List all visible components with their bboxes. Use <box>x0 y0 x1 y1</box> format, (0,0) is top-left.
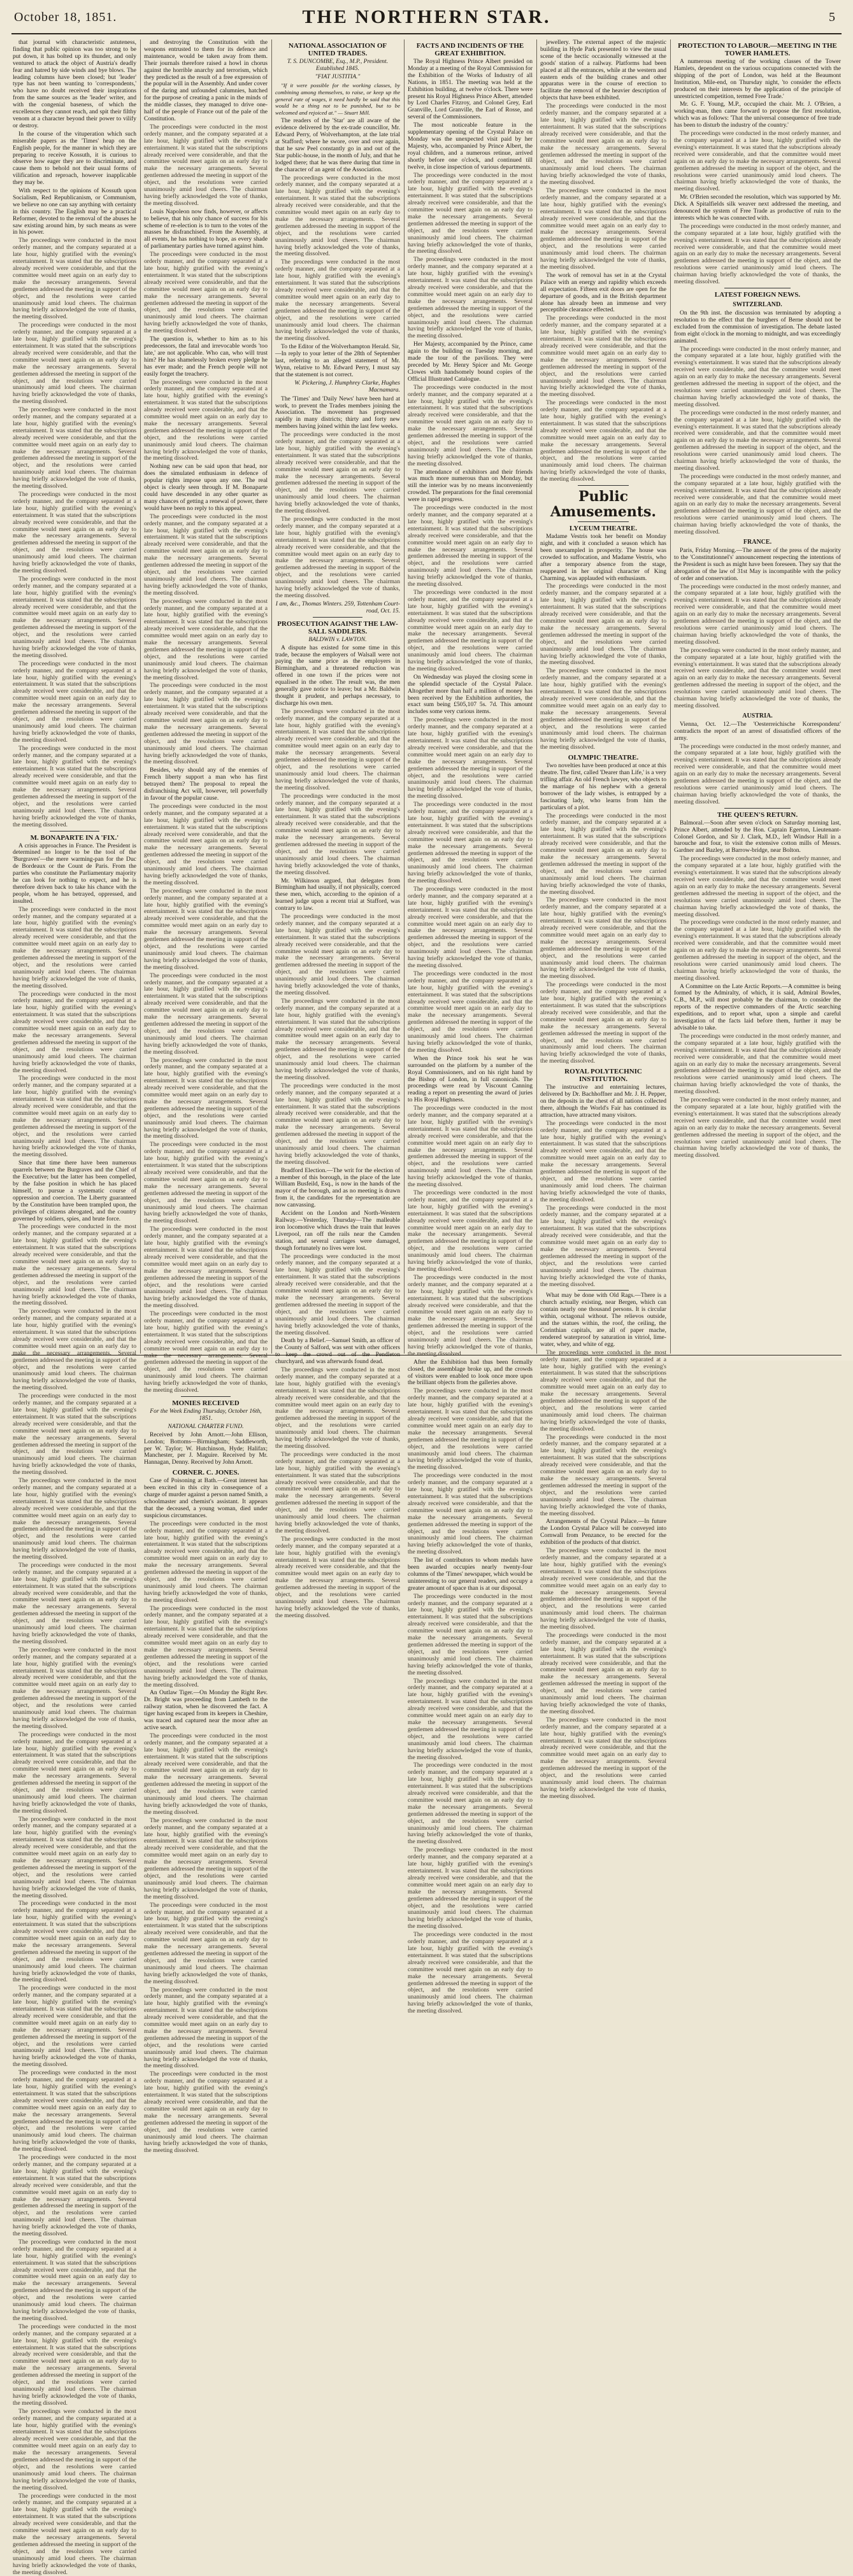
article-heading: OLYMPIC THEATRE. <box>568 754 639 762</box>
divider <box>50 831 99 832</box>
article-paragraph: After the Exhibition had thus been formally closed, the assemblage broke up, and the crowds of visitors were enabled to look once more upon the brilliant objects from the galleries above. <box>408 1358 533 1387</box>
article-paragraph: and destroying the Constitution with the weapons entrusted to them for its defence and maintenance, would be taken away from them. Their journals therefore raised a howl in chorus against the horrible anarchy and terrorism, which they predicted as the result of a free expression of the popular will in the Assembly. And under cover of the daring and unfounded calumnies, hatched for the purpose of creating a panic in the minds of the middle classes, they managed to drive one-half of the people of France out of the pale of the Constitution. <box>144 39 268 122</box>
filler-paragraph: The proceedings were conducted in the most orderly manner, and the company separated at a late hour, highly gratified with the evening's entertainment. It was stated that the subscriptions already received were considerable, and that the committee would meet again on an early day to make the necessary arrangements. Several gentlemen addressed the meeting in support of the object, and the resolutions were carried unanimously amid loud cheers. The chairman having briefly acknowledged the vote of thanks, the meeting dissolved. <box>540 1348 666 1433</box>
filler-paragraph: The proceedings were conducted in the most orderly manner, and the company separated at a late hour, highly gratified with the evening's entertainment. It was stated that the subscriptions already received were considerable, and that the committee would meet again on an early day to make the necessary arrangements. Several gentlemen addressed the meeting in support of the object, and the resolutions were carried unanimously amid loud cheers. The chairman having briefly acknowledged the vote of thanks, the meeting dissolved. <box>540 315 666 399</box>
filler-paragraph: The proceedings were conducted in the most orderly manner, and the company separated at a late hour, highly gratified with the evening's entertainment. It was stated that the subscriptions already received were considerable, and that the committee would meet again on an early day to make the necessary arrangements. Several gentlemen addressed the meeting in support of the object, and the resolutions were carried unanimously amid loud cheers. The chairman having briefly acknowledged the vote of thanks, the meeting dissolved. <box>540 1204 666 1288</box>
filler-paragraph: The proceedings were conducted in the most orderly manner, and the company separated at a late hour, highly gratified with the evening's entertainment. It was stated that the subscriptions already received were considerable, and that the committee would meet again on an early day to make the necessary arrangements. Several gentlemen addressed the meeting in support of the object, and the resolutions were carried unanimously amid loud cheers. The chairman having briefly acknowledged the vote of thanks, the meeting dissolved. <box>144 1732 268 1816</box>
article-paragraph: Since that time there have been numerous quarrels between the Burgraves and the Chief of the Executive; but the latter has been compelled, by the false position in which he has placed himself, to pursue a systematic course of oppression and coercion. The Liberty guaranteed by the Constitution have been trampled upon, the privileges of citizens abrogated, and the country governed by soldiers, spies, and brute force. <box>13 1159 136 1222</box>
divider <box>578 485 628 486</box>
column-4 <box>408 39 533 2015</box>
column-3 <box>275 39 400 1619</box>
masthead <box>0 0 853 33</box>
filler-paragraph: The proceedings were conducted in the most orderly manner, and the company separated at a late hour, highly gratified with the evening's entertainment. It was stated that the subscriptions already received were considerable, and that the committee would meet again on an early day to make the necessary arrangements. Several gentlemen addressed the meeting in support of the object, and the resolutions were carried unanimously amid loud cheers. The chairman having briefly acknowledged the vote of thanks, the meeting dissolved. <box>408 1189 533 1273</box>
filler-paragraph: The proceedings were conducted in the most orderly manner, and the company separated at a late hour, highly gratified with the evening's entertainment. It was stated that the subscriptions already received were considerable, and that the committee would meet again on an early day to make the necessary arrangements. Several gentlemen addressed the meeting in support of the object, and the resolutions were carried unanimously amid loud cheers. The chairman having briefly acknowledged the vote of thanks, the meeting dissolved. <box>275 431 400 515</box>
filler-paragraph: The proceedings were conducted in the most orderly manner, and the company separated at a late hour, highly gratified with the evening's entertainment. It was stated that the subscriptions already received were considerable, and that the committee would meet again on an early day to make the necessary arrangements. Several gentlemen addressed the meeting in support of the object, and the resolutions were carried unanimously amid loud cheers. The chairman having briefly acknowledged the vote of thanks, the meeting dissolved. <box>674 345 841 408</box>
article-paragraph: Mr. Wilkinson argued, that delegates from Birmingham had usually, if not physically, coerced these men, which, according to the opinion of a learned judge upon a recent trial at Stafford, was contrary to law. <box>275 877 400 912</box>
filler-paragraph: The proceedings were conducted in the most orderly manner, and the company separated at a late hour, highly gratified with the evening's entertainment. It was stated that the subscriptions already received were considerable, and that the committee would meet again on an early day to make the necessary arrangements. Several gentlemen addressed the meeting in support of the object, and the resolutions were carried unanimously amid loud cheers. The chairman having briefly acknowledged the vote of thanks, the meeting dissolved. <box>540 187 666 271</box>
article-paragraph: Received by John Arnott.—John Ellison, London; Bottoms—Birmingham; Saddleworth, per W. Taylor; W. Hutchinson, Hyde; Halifax; Manchester, per J. Maguire. Received by Mr. Hannagan, Denny. Received by John Arnott. <box>144 1431 268 1466</box>
filler-paragraph: The proceedings were conducted in the most orderly manner, and the company separated at a late hour, highly gratified with the evening's entertainment. It was stated that the subscriptions already received were considerable, and that the committee would meet again on an early day to make the necessary arrangements. Several gentlemen addressed the meeting in support of the object, and the resolutions were carried unanimously amid loud cheers. The chairman having briefly acknowledged the vote of thanks, the meeting dissolved. <box>674 855 841 918</box>
filler-paragraph: The proceedings were conducted in the most orderly manner, and the company separated at a late hour, highly gratified with the evening's entertainment. It was stated that the subscriptions already received were considerable, and that the committee would meet again on an early day to make the necessary arrangements. Several gentlemen addressed the meeting in support of the object, and the resolutions were carried unanimously amid loud cheers. The chairman having briefly acknowledged the vote of thanks, the meeting dissolved. <box>275 913 400 996</box>
filler-paragraph: The proceedings were conducted in the most orderly manner, and the company separated at a late hour, highly gratified with the evening's entertainment. It was stated that the subscriptions already received were considerable, and that the committee would meet again on an early day to make the necessary arrangements. Several gentlemen addressed the meeting in support of the object, and the resolutions were carried unanimously amid loud cheers. The chairman having briefly acknowledged the vote of thanks, the meeting dissolved. <box>13 744 136 828</box>
filler-paragraph: The proceedings were conducted in the most orderly manner, and the company separated at a late hour, highly gratified with the evening's entertainment. It was stated that the subscriptions already received were considerable, and that the committee would meet again on an early day to make the necessary arrangements. Several gentlemen addressed the meeting in support of the object, and the resolutions were carried unanimously amid loud cheers. The chairman having briefly acknowledged the vote of thanks, the meeting dissolved. <box>275 1366 400 1450</box>
filler-paragraph: The proceedings were conducted in the most orderly manner, and the company separated at a late hour, highly gratified with the evening's entertainment. It was stated that the subscriptions already received were considerable, and that the committee would meet again on an early day to make the necessary arrangements. Several gentlemen addressed the meeting in support of the object, and the resolutions were carried unanimously amid loud cheers. The chairman having briefly acknowledged the vote of thanks, the meeting dissolved. <box>13 1646 136 1730</box>
article-paragraph: Arrangements of the Crystal Palace.—In future the London Crystal Palace will be conveyed into Cornwall from Penzance, to be erected for the exhibition of the products of that district. <box>540 1518 666 1546</box>
filler-paragraph: The proceedings were conducted in the most orderly manner, and the company separated at a late hour, highly gratified with the evening's entertainment. It was stated that the subscriptions already received were considerable, and that the committee would meet again on an early day to make the necessary arrangements. Several gentlemen addressed the meeting in support of the object, and the resolutions were carried unanimously amid loud cheers. The chairman having briefly acknowledged the vote of thanks, the meeting dissolved. <box>540 1547 666 1631</box>
article-heading: CORNER. C. JONES. <box>172 1469 240 1477</box>
issue-date: October 18, 1851. <box>14 10 117 24</box>
filler-paragraph: The proceedings were conducted in the most orderly manner, and the company separated at a late hour, highly gratified with the evening's entertainment. It was stated that the subscriptions already received were considerable, and that the committee would meet again on an early day to make the necessary arrangements. Several gentlemen addressed the meeting in support of the object, and the resolutions were carried unanimously amid loud cheers. The chairman having briefly acknowledged the vote of thanks, the meeting dissolved. <box>674 919 841 982</box>
filler-paragraph: The proceedings were conducted in the most orderly manner, and the company separated at a late hour, highly gratified with the evening's entertainment. It was stated that the subscriptions already received were considerable, and that the committee would meet again on an early day to make the necessary arrangements. Several gentlemen addressed the meeting in support of the object, and the resolutions were carried unanimously amid loud cheers. The chairman having briefly acknowledged the vote of thanks, the meeting dissolved. <box>674 130 841 193</box>
filler-paragraph: The proceedings were conducted in the most orderly manner, and the company separated at a late hour, highly gratified with the evening's entertainment. It was stated that the subscriptions already received were considerable, and that the committee would meet again on an early day to make the necessary arrangements. Several gentlemen addressed the meeting in support of the object, and the resolutions were carried unanimously amid loud cheers. The chairman having briefly acknowledged the vote of thanks, the meeting dissolved. <box>144 1141 268 1225</box>
article-paragraph: To the Editor of the Wolverhampton Herald. Sir,—In reply to your letter of the 28th of September last, referring to an alleged statement of Mr. Wynn, relative to Mr. Edward Perry, I must say that the statement is not correct. <box>275 343 400 378</box>
column-5 <box>540 39 666 1800</box>
filler-paragraph: The proceedings were conducted in the most orderly manner, and the company separated at a late hour, highly gratified with the evening's entertainment. It was stated that the subscriptions already received were considerable, and that the committee would meet again on an early day to make the necessary arrangements. Several gentlemen addressed the meeting in support of the object, and the resolutions were carried unanimously amid loud cheers. The chairman having briefly acknowledged the vote of thanks, the meeting dissolved. <box>674 1032 841 1096</box>
article-paragraph: A numerous meeting of the working classes of the Tower Hamlets, dependent on the various occupations connected with the shipping of the port of London, was held at the Beaumont Institution, Mile-end, on Thursday night, 'to consider the effects produced on their interests by the application of the principle of unrestricted competition, termed Free Trade.' <box>674 58 841 100</box>
article-subheading: T. S. DUNCOMBE, Esq., M.P., President. Established 1845. <box>287 59 389 72</box>
filler-paragraph: The proceedings were conducted in the most orderly manner, and the company separated at a late hour, highly gratified with the evening's entertainment. It was stated that the subscriptions already received were considerable, and that the committee would meet again on an early day to make the necessary arrangements. Several gentlemen addressed the meeting in support of the object, and the resolutions were carried unanimously amid loud cheers. The chairman having briefly acknowledged the vote of thanks, the meeting dissolved. <box>13 322 136 406</box>
divider <box>578 1290 628 1291</box>
article-paragraph: On Wednesday was played the closing scene in the splendid spectacle of the Crystal Palace. Altogether more than half a million of money has been received by the Exhibition authorities, the exact sum being £505,107 5s. 7d. This amount includes some very curious items. <box>408 673 533 716</box>
article-heading: MONIES RECEIVED <box>172 1399 240 1407</box>
filler-paragraph: The proceedings were conducted in the most orderly manner, and the company separated at a late hour, highly gratified with the evening's entertainment. It was stated that the subscriptions already received were considerable, and that the committee would meet again on an early day to make the necessary arrangements. Several gentlemen addressed the meeting in support of the object, and the resolutions were carried unanimously amid loud cheers. The chairman having briefly acknowledged the vote of thanks, the meeting dissolved. <box>13 575 136 659</box>
column-1 <box>13 39 136 2576</box>
filler-paragraph: The proceedings were conducted in the most orderly manner, and the company separated at a late hour, highly gratified with the evening's entertainment. It was stated that the subscriptions already received were considerable, and that the committee would meet again on an early day to make the necessary arrangements. Several gentlemen addressed the meeting in support of the object, and the resolutions were carried unanimously amid loud cheers. The chairman having briefly acknowledged the vote of thanks, the meeting dissolved. <box>408 256 533 340</box>
filler-paragraph: The proceedings were conducted in the most orderly manner, and the company separated at a late hour, highly gratified with the evening's entertainment. It was stated that the subscriptions already received were considerable, and that the committee would meet again on an early day to make the necessary arrangements. Several gentlemen addressed the meeting in support of the object, and the resolutions were carried unanimously amid loud cheers. The chairman having briefly acknowledged the vote of thanks, the meeting dissolved. <box>540 896 666 980</box>
filler-paragraph: The proceedings were conducted in the most orderly manner, and the company separated at a late hour, highly gratified with the evening's entertainment. It was stated that the subscriptions already received were considerable, and that the committee would meet again on an early day to make the necessary arrangements. Several gentlemen addressed the meeting in support of the object, and the resolutions were carried unanimously amid loud cheers. The chairman having briefly acknowledged the vote of thanks, the meeting dissolved. <box>144 1226 268 1310</box>
filler-paragraph: The proceedings were conducted in the most orderly manner, and the company separated at a late hour, highly gratified with the evening's entertainment. It was stated that the subscriptions already received were considerable, and that the committee would meet again on an early day to make the necessary arrangements. Several gentlemen addressed the meeting in support of the object, and the resolutions were carried unanimously amid loud cheers. The chairman having briefly acknowledged the vote of thanks, the meeting dissolved. <box>540 812 666 896</box>
filler-paragraph: The proceedings were conducted in the most orderly manner, and the company separated at a late hour, highly gratified with the evening's entertainment. It was stated that the subscriptions already received were considerable, and that the committee would meet again on an early day to make the necessary arrangements. Several gentlemen addressed the meeting in support of the object, and the resolutions were carried unanimously amid loud cheers. The chairman having briefly acknowledged the vote of thanks, the meeting dissolved. <box>13 1985 136 2069</box>
filler-paragraph: The proceedings were conducted in the most orderly manner, and the company separated at a late hour, highly gratified with the evening's entertainment. It was stated that the subscriptions already received were considerable, and that the committee would meet again on an early day to make the necessary arrangements. Several gentlemen addressed the meeting in support of the object, and the resolutions were carried unanimously amid loud cheers. The chairman having briefly acknowledged the vote of thanks, the meeting dissolved. <box>144 887 268 971</box>
filler-paragraph: The proceedings were conducted in the most orderly manner, and the company separated at a late hour, highly gratified with the evening's entertainment. It was stated that the subscriptions already received were considerable, and that the committee would meet again on an early day to make the necessary arrangements. Several gentlemen addressed the meeting in support of the object, and the resolutions were carried unanimously amid loud cheers. The chairman having briefly acknowledged the vote of thanks, the meeting dissolved. <box>13 990 136 1074</box>
article-paragraph: Vienna, Oct. 12.—The 'Oesterreichische Korrespondenz' contradicts the report of an arrest of dissatisfied officers of the army. <box>674 720 841 742</box>
filler-paragraph: The proceedings were conducted in the most orderly manner, and the company separated at a late hour, highly gratified with the evening's entertainment. It was stated that the subscriptions already received were considerable, and that the committee would meet again on an early day to make the necessary arrangements. Several gentlemen addressed the meeting in support of the object, and the resolutions were carried unanimously amid loud cheers. The chairman having briefly acknowledged the vote of thanks, the meeting dissolved. <box>13 237 136 321</box>
article-paragraph: The question is, whether to him as to his predecessors, the fatal and irrevocable words 'too late,' are not applicable. Who can, who will trust him? He has shamelessly broken every pledge he has ever made; and the French people will not easily forget the treachery. <box>144 336 268 378</box>
filler-paragraph: The proceedings were conducted in the most orderly manner, and the company separated at a late hour, highly gratified with the evening's entertainment. It was stated that the subscriptions already received were considerable, and that the committee would meet again on an early day to make the necessary arrangements. Several gentlemen addressed the meeting in support of the object, and the resolutions were carried unanimously amid loud cheers. The chairman having briefly acknowledged the vote of thanks, the meeting dissolved. <box>408 1387 533 1471</box>
article-paragraph: The attendance of exhibitors and their friends was much more numerous than on Monday, but still the interior was by no means inconveniently crowded. The preparations for the final ceremonial were in rapid progress. <box>408 468 533 504</box>
filler-paragraph: The proceedings were conducted in the most orderly manner, and the company separated at a late hour, highly gratified with the evening's entertainment. It was stated that the subscriptions already received were considerable, and that the committee would meet again on an early day to make the necessary arrangements. Several gentlemen addressed the meeting in support of the object, and the resolutions were carried unanimously amid loud cheers. The chairman having briefly acknowledged the vote of thanks, the meeting dissolved. <box>13 660 136 744</box>
divider <box>313 617 362 618</box>
article-paragraph: The Royal Highness Prince Albert presided on Monday at a meeting of the Royal Commission for the Exhibition of the Works of Industry of all Nations, in 1851. The meeting was held at the Exhibition building, at twelve o'clock. There were present his Royal Highness Prince Albert, attended by Lord Charles Fitzroy, and Colonel Grey, Earl Granville, Lord Granville, the Earl of Rosse, and several of the Commissioners. <box>408 58 533 121</box>
filler-paragraph: The proceedings were conducted in the most orderly manner, and the company separated at a late hour, highly gratified with the evening's entertainment. It was stated that the subscriptions already received were considerable, and that the committee would meet again on an early day to make the necessary arrangements. Several gentlemen addressed the meeting in support of the object, and the resolutions were carried unanimously amid loud cheers. The chairman having briefly acknowledged the vote of thanks, the meeting dissolved. <box>13 2407 136 2491</box>
article-paragraph: Mr. G. F. Young, M.P., occupied the chair. Mr. J. O'Brien, a working-man, then came forward to propose the first resolution, which was as follows: 'That the universal consequence of free trade has been to disturb the industry of the country.' <box>674 101 841 129</box>
filler-paragraph: The proceedings were conducted in the most orderly manner, and the company separated at a late hour, highly gratified with the evening's entertainment. It was stated that the subscriptions already received were considerable, and that the committee would meet again on an early day to make the necessary arrangements. Several gentlemen addressed the meeting in support of the object, and the resolutions were carried unanimously amid loud cheers. The chairman having briefly acknowledged the vote of thanks, the meeting dissolved. <box>674 222 841 286</box>
epigraph: "If it were possible for the working classes, by combining among themselves, to raise, or keep up the general rate of wages, it need hardly be said that this would be a thing not to be punished, but to be welcomed and rejoiced at." — Stuart Mill. <box>275 81 400 117</box>
filler-paragraph: The proceedings were conducted in the most orderly manner, and the company separated at a late hour, highly gratified with the evening's entertainment. It was stated that the subscriptions already received were considerable, and that the committee would meet again on an early day to make the necessary arrangements. Several gentlemen addressed the meeting in support of the object, and the resolutions were carried unanimously amid loud cheers. The chairman having briefly acknowledged the vote of thanks, the meeting dissolved. <box>275 516 400 599</box>
filler-paragraph: The proceedings were conducted in the most orderly manner, and the company separated at a late hour, highly gratified with the evening's entertainment. It was stated that the subscriptions already received were considerable, and that the committee would meet again on an early day to make the necessary arrangements. Several gentlemen addressed the meeting in support of the object, and the resolutions were carried unanimously amid loud cheers. The chairman having briefly acknowledged the vote of thanks, the meeting dissolved. <box>275 1082 400 1166</box>
filler-paragraph: The proceedings were conducted in the most orderly manner, and the company separated at a late hour, highly gratified with the evening's entertainment. It was stated that the subscriptions already received were considerable, and that the committee would meet again on an early day to make the necessary arrangements. Several gentlemen addressed the meeting in support of the object, and the resolutions were carried unanimously amid loud cheers. The chairman having briefly acknowledged the vote of thanks, the meeting dissolved. <box>13 2154 136 2238</box>
filler-paragraph: The proceedings were conducted in the most orderly manner, and the company separated at a late hour, highly gratified with the evening's entertainment. It was stated that the subscriptions already received were considerable, and that the committee would meet again on an early day to make the necessary arrangements. Several gentlemen addressed the meeting in support of the object, and the resolutions were carried unanimously amid loud cheers. The chairman having briefly acknowledged the vote of thanks, the meeting dissolved. <box>674 646 841 709</box>
filler-paragraph: The proceedings were conducted in the most orderly manner, and the company separated at a late hour, highly gratified with the evening's entertainment. It was stated that the subscriptions already received were considerable, and that the committee would meet again on an early day to make the necessary arrangements. Several gentlemen addressed the meeting in support of the object, and the resolutions were carried unanimously amid loud cheers. The chairman having briefly acknowledged the vote of thanks, the meeting dissolved. <box>144 123 268 207</box>
column-rule <box>670 39 671 1354</box>
article-paragraph: Louis Napoleon now finds, however, or affects to believe, that his only chance of success for his scheme of re-election is to turn to the votes of the masses he disfranchised. From the Assembly, at all events, he has nothing to hope, as every shade of parliamentary parties have turned against him. <box>144 208 268 250</box>
article-heading: PROTECTION TO LABOUR.—MEETING IN THE TOWER HAMLETS. <box>678 42 837 57</box>
article-subheading: SWITZERLAND. <box>733 301 782 308</box>
filler-paragraph: The proceedings were conducted in the most orderly manner, and the company separated at a late hour, highly gratified with the evening's entertainment. It was stated that the subscriptions already received were considerable, and that the committee would meet again on an early day to make the necessary arrangements. Several gentlemen addressed the meeting in support of the object, and the resolutions were carried unanimously amid loud cheers. The chairman having briefly acknowledged the vote of thanks, the meeting dissolved. <box>408 1762 533 1846</box>
article-paragraph: What may be done with Old Rags.—There is a church actually existing, near Bergen, which can contain nearly one thousand persons. It is circular within, octagonal without. The relievos outside, and the statues within, the roof, the ceiling, the Corinthian capitals, are all of paper mache, rendered waterproof by saturation in vitriol, lime-water, whey, and white of egg. <box>540 1292 666 1348</box>
divider <box>578 521 628 522</box>
article-heading: FACTS AND INCIDENTS OF THE GREAT EXHIBITION. <box>416 42 524 57</box>
filler-paragraph: The proceedings were conducted in the most orderly manner, and the company separated at a late hour, highly gratified with the evening's entertainment. It was stated that the subscriptions already received were considerable, and that the committee would meet again on an early day to make the necessary arrangements. Several gentlemen addressed the meeting in support of the object, and the resolutions were carried unanimously amid loud cheers. The chairman having briefly acknowledged the vote of thanks, the meeting dissolved. <box>144 378 268 462</box>
article-paragraph: When the Prince took his seat he was surrounded on the platform by a number of the Royal Commissioners, and on his right hand by the Bishop of London, in full canonicals. The proceedings were read by Viscount Canning reading a report on presenting the award of juries to His Royal Highness. <box>408 1054 533 1104</box>
article-paragraph: Mr. O'Brien seconded the resolution, which was supported by Mr. Dick. A Spitalfields silk weaver next addressed the meeting, and denounced the system of Free Trade as productive of ruin to the interests which he was connected with. <box>674 194 841 222</box>
filler-paragraph: The proceedings were conducted in the most orderly manner, and the company separated at a late hour, highly gratified with the evening's entertainment. It was stated that the subscriptions already received were considerable, and that the committee would meet again on an early day to make the necessary arrangements. Several gentlemen addressed the meeting in support of the object, and the resolutions were carried unanimously amid loud cheers. The chairman having briefly acknowledged the vote of thanks, the meeting dissolved. <box>13 1900 136 1984</box>
filler-paragraph: The proceedings were conducted in the most orderly manner, and the company separated at a late hour, highly gratified with the evening's entertainment. It was stated that the subscriptions already received were considerable, and that the committee would meet again on an early day to make the necessary arrangements. Several gentlemen addressed the meeting in support of the object, and the resolutions were carried unanimously amid loud cheers. The chairman having briefly acknowledged the vote of thanks, the meeting dissolved. <box>144 251 268 335</box>
filler-paragraph: The proceedings were conducted in the most orderly manner, and the company separated at a late hour, highly gratified with the evening's entertainment. It was stated that the subscriptions already received were considerable, and that the committee would meet again on an early day to make the necessary arrangements. Several gentlemen addressed the meeting in support of the object, and the resolutions were carried unanimously amid loud cheers. The chairman having briefly acknowledged the vote of thanks, the meeting dissolved. <box>275 1252 400 1336</box>
divider <box>181 1396 231 1397</box>
filler-paragraph: The proceedings were conducted in the most orderly manner, and the company separated at a late hour, highly gratified with the evening's entertainment. It was stated that the subscriptions already received were considerable, and that the committee would meet again on an early day to make the necessary arrangements. Several gentlemen addressed the meeting in support of the object, and the resolutions were carried unanimously amid loud cheers. The chairman having briefly acknowledged the vote of thanks, the meeting dissolved. <box>674 1096 841 1159</box>
filler-paragraph: The proceedings were conducted in the most orderly manner, and the company separated at a late hour, highly gratified with the evening's entertainment. It was stated that the subscriptions already received were considerable, and that the committee would meet again on an early day to make the necessary arrangements. Several gentlemen addressed the meeting in support of the object, and the resolutions were carried unanimously amid loud cheers. The chairman having briefly acknowledged the vote of thanks, the meeting dissolved. <box>408 970 533 1054</box>
article-subheading: FRANCE. <box>743 539 772 546</box>
article-paragraph: Balmoral.—Soon after seven o'clock on Saturday morning last, Prince Albert, attended by the Hon. Captain Egerton, Lieutenant-Colonel Gordon, and Sir J. Clark, M.D., left Windsor Hall in a barouche and four, to visit the extensive cotton mills of Messrs. Gardner and Bazley, at Barrow-bridge, near Bolton. <box>674 819 841 854</box>
masthead-rule <box>11 33 842 34</box>
column-rule <box>140 39 141 1354</box>
filler-paragraph: The proceedings were conducted in the most orderly manner, and the company separated at a late hour, highly gratified with the evening's entertainment. It was stated that the subscriptions already received were considerable, and that the committee would meet again on an early day to make the necessary arrangements. Several gentlemen addressed the meeting in support of the object, and the resolutions were carried unanimously amid loud cheers. The chairman having briefly acknowledged the vote of thanks, the meeting dissolved. <box>144 1986 268 2070</box>
article-paragraph: The list of contributors to whom medals have been awarded occupies nearly twenty-four columns of the 'Times' newspaper, which would be uninteresting to our general readers, and occupy a greater amount of space than is at our disposal. <box>408 1557 533 1592</box>
filler-paragraph: The proceedings were conducted in the most orderly manner, and the company separated at a late hour, highly gratified with the evening's entertainment. It was stated that the subscriptions already received were considerable, and that the committee would meet again on an early day to make the necessary arrangements. Several gentlemen addressed the meeting in support of the object, and the resolutions were carried unanimously amid loud cheers. The chairman having briefly acknowledged the vote of thanks, the meeting dissolved. <box>408 1846 533 1930</box>
filler-paragraph: The proceedings were conducted in the most orderly manner, and the company separated at a late hour, highly gratified with the evening's entertainment. It was stated that the subscriptions already received were considerable, and that the committee would meet again on an early day to make the necessary arrangements. Several gentlemen addressed the meeting in support of the object, and the resolutions were carried unanimously amid loud cheers. The chairman having briefly acknowledged the vote of thanks, the meeting dissolved. <box>408 1931 533 2015</box>
filler-paragraph: The proceedings were conducted in the most orderly manner, and the company separated at a late hour, highly gratified with the evening's entertainment. It was stated that the subscriptions already received were considerable, and that the committee would meet again on an early day to make the necessary arrangements. Several gentlemen addressed the meeting in support of the object, and the resolutions were carried unanimously amid loud cheers. The chairman having briefly acknowledged the vote of thanks, the meeting dissolved. <box>275 258 400 343</box>
filler-paragraph: The proceedings were conducted in the most orderly manner, and the company separated at a late hour, highly gratified with the evening's entertainment. It was stated that the subscriptions already received were considerable, and that the committee would meet again on an early day to make the necessary arrangements. Several gentlemen addressed the meeting in support of the object, and the resolutions were carried unanimously amid loud cheers. The chairman having briefly acknowledged the vote of thanks, the meeting dissolved. <box>144 1520 268 1604</box>
article-heading: ROYAL POLYTECHNIC INSTITUTION. <box>564 1068 642 1084</box>
filler-paragraph: The proceedings were conducted in the most orderly manner, and the company separated at a late hour, highly gratified with the evening's entertainment. It was stated that the subscriptions already received were considerable, and that the committee would meet again on an early day to make the necessary arrangements. Several gentlemen addressed the meeting in support of the object, and the resolutions were carried unanimously amid loud cheers. The chairman having briefly acknowledged the vote of thanks, the meeting dissolved. <box>13 1075 136 1159</box>
article-heading: LYCEUM THEATRE. <box>569 525 638 533</box>
article-subheading: For the Week Ending Thursday, October 16th, 1851. <box>150 1408 262 1422</box>
article-paragraph: Paris, Friday Morning.—The answer of the press of the majority to the 'Constitutionnel's' announcement respecting the intentions of the President is such as might have been foreseen. They say that the abrogation of the law of 31st May is incompatible with the policy of order and conservation. <box>674 547 841 582</box>
filler-paragraph: The proceedings were conducted in the most orderly manner, and the company separated at a late hour, highly gratified with the evening's entertainment. It was stated that the subscriptions already received were considerable, and that the committee would meet again on an early day to make the necessary arrangements. Several gentlemen addressed the meeting in support of the object, and the resolutions were carried unanimously amid loud cheers. The chairman having briefly acknowledged the vote of thanks, the meeting dissolved. <box>408 1677 533 1761</box>
filler-paragraph: The proceedings were conducted in the most orderly manner, and the company separated at a late hour, highly gratified with the evening's entertainment. It was stated that the subscriptions already received were considerable, and that the committee would meet again on an early day to make the necessary arrangements. Several gentlemen addressed the meeting in support of the object, and the resolutions were carried unanimously amid loud cheers. The chairman having briefly acknowledged the vote of thanks, the meeting dissolved. <box>275 1535 400 1619</box>
filler-paragraph: The proceedings were conducted in the most orderly manner, and the company separated at a late hour, highly gratified with the evening's entertainment. It was stated that the subscriptions already received were considerable, and that the committee would meet again on an early day to make the necessary arrangements. Several gentlemen addressed the meeting in support of the object, and the resolutions were carried unanimously amid loud cheers. The chairman having briefly acknowledged the vote of thanks, the meeting dissolved. <box>13 2238 136 2322</box>
article-paragraph: that journal with characteristic astuteness, finding that public opinion was too strong to be put down, it has bolted up its thunder, and only ventured to attack the object of Austria's deadly fear and hatred by side winds and bye blows. The leading columns have been closed; but 'leader' type has not been wanting to 'correspondents,' who have no doubt received their inspirations from the same sources as the 'leader' writer, and with the congenial baseness, of which the excellences they cannot reach, and spit their filthy venom at a character beyond their power to vilify or destroy. <box>13 39 136 129</box>
article-paragraph: The 'Times' and 'Daily News' have been hard at work, to prevent the Trades members joining the Association. The movement has progressed rapidly in many districts; thirty and forty new members having joined within the last few weeks. <box>275 395 400 430</box>
article-paragraph: The readers of the 'Star' are all aware of the evidence delivered by the ex-trade councillor, Mr. Edward Perry, of Wolverhampton, at the late trial at Stafford; where he swore, over and over again, that he saw Peel constantly go in and out of the Star public-house, in the month of July, and that he lodged there; that he was there during that time in the character of an agent of the Association. <box>275 117 400 173</box>
filler-paragraph: The proceedings were conducted in the most orderly manner, and the company separated at a late hour, highly gratified with the evening's entertainment. It was stated that the subscriptions already received were considerable, and that the committee would meet again on an early day to make the necessary arrangements. Several gentlemen addressed the meeting in support of the object, and the resolutions were carried unanimously amid loud cheers. The chairman having briefly acknowledged the vote of thanks, the meeting dissolved. <box>13 491 136 574</box>
filler-paragraph: The proceedings were conducted in the most orderly manner, and the company separated at a late hour, highly gratified with the evening's entertainment. It was stated that the subscriptions already received were considerable, and that the committee would meet again on an early day to make the necessary arrangements. Several gentlemen addressed the meeting in support of the object, and the resolutions were carried unanimously amid loud cheers. The chairman having briefly acknowledged the vote of thanks, the meeting dissolved. <box>674 472 841 536</box>
filler-paragraph: The proceedings were conducted in the most orderly manner, and the company separated at a late hour, highly gratified with the evening's entertainment. It was stated that the subscriptions already received were considerable, and that the committee would meet again on an early day to make the necessary arrangements. Several gentlemen addressed the meeting in support of the object, and the resolutions were carried unanimously amid loud cheers. The chairman having briefly acknowledged the vote of thanks, the meeting dissolved. <box>275 997 400 1081</box>
filler-paragraph: The proceedings were conducted in the most orderly manner, and the company separated at a late hour, highly gratified with the evening's entertainment. It was stated that the subscriptions already received were considerable, and that the committee would meet again on an early day to make the necessary arrangements. Several gentlemen addressed the meeting in support of the object, and the resolutions were carried unanimously amid loud cheers. The chairman having briefly acknowledged the vote of thanks, the meeting dissolved. <box>408 588 533 672</box>
article-paragraph: Her Majesty, accompanied by the Prince, came again to the building on Tuesday morning, and made the tour of the pavilions. They were preceded by Mr. Henry Spicer and Mr. George Clowes with handsomely bound copies of the Official Illustrated Catalogue. <box>408 341 533 383</box>
filler-paragraph: The proceedings were conducted in the most orderly manner, and the company separated at a late hour, highly gratified with the evening's entertainment. It was stated that the subscriptions already received were considerable, and that the committee would meet again on an early day to make the necessary arrangements. Several gentlemen addressed the meeting in support of the object, and the resolutions were carried unanimously amid loud cheers. The chairman having briefly acknowledged the vote of thanks, the meeting dissolved. <box>674 409 841 472</box>
article-heading: THE QUEEN'S RETURN. <box>717 810 798 819</box>
filler-paragraph: The proceedings were conducted in the most orderly manner, and the company separated at a late hour, highly gratified with the evening's entertainment. It was stated that the subscriptions already received were considerable, and that the committee would meet again on an early day to make the necessary arrangements. Several gentlemen addressed the meeting in support of the object, and the resolutions were carried unanimously amid loud cheers. The chairman having briefly acknowledged the vote of thanks, the meeting dissolved. <box>540 981 666 1065</box>
article-paragraph: With respect to the opinions of Kossuth upon Socialism, Red Republicanism, or Communism, we believe no one can say anything with certainty in this country. The English may be a practical Reformer, devoted to the removal of the abuses he saw existing around him, by such means as were in his power. <box>13 187 136 236</box>
filler-paragraph: The proceedings were conducted in the most orderly manner, and the company separated at a late hour, highly gratified with the evening's entertainment. It was stated that the subscriptions already received were considerable, and that the committee would meet again on an early day to make the necessary arrangements. Several gentlemen addressed the meeting in support of the object, and the resolutions were carried unanimously amid loud cheers. The chairman having briefly acknowledged the vote of thanks, the meeting dissolved. <box>13 2069 136 2153</box>
filler-paragraph: The proceedings were conducted in the most orderly manner, and the company separated at a late hour, highly gratified with the evening's entertainment. It was stated that the subscriptions already received were considerable, and that the committee would meet again on an early day to make the necessary arrangements. Several gentlemen addressed the meeting in support of the object, and the resolutions were carried unanimously amid loud cheers. The chairman having briefly acknowledged the vote of thanks, the meeting dissolved. <box>408 886 533 969</box>
divider <box>724 808 791 809</box>
filler-paragraph: The proceedings were conducted in the most orderly manner, and the company separated at a late hour, highly gratified with the evening's entertainment. It was stated that the subscriptions already received were considerable, and that the committee would meet again on an early day to make the necessary arrangements. Several gentlemen addressed the meeting in support of the object, and the resolutions were carried unanimously amid loud cheers. The chairman having briefly acknowledged the vote of thanks, the meeting dissolved. <box>144 2070 268 2155</box>
article-paragraph: A crisis approaches in France. The President is determined no longer to be the tool of the 'Burgraves'—the mere warming-pan for the Duc de Bordeaux or the Count de Paris. From the parties who constitute the Parliamentary majority he can look for nothing to expect, and he is therefore driven back to take his chance with the people, whom he has betrayed, oppressed, and insulted. <box>13 842 136 905</box>
filler-paragraph: The proceedings were conducted in the most orderly manner, and the company separated at a late hour, highly gratified with the evening's entertainment. It was stated that the subscriptions already received were considerable, and that the committee would meet again on an early day to make the necessary arrangements. Several gentlemen addressed the meeting in support of the object, and the resolutions were carried unanimously amid loud cheers. The chairman having briefly acknowledged the vote of thanks, the meeting dissolved. <box>408 504 533 588</box>
filler-paragraph: The proceedings were conducted in the most orderly manner, and the company separated at a late hour, highly gratified with the evening's entertainment. It was stated that the subscriptions already received were considerable, and that the committee would meet again on an early day to make the necessary arrangements. Several gentlemen addressed the meeting in support of the object, and the resolutions were carried unanimously amid loud cheers. The chairman having briefly acknowledged the vote of thanks, the meeting dissolved. <box>144 1604 268 1688</box>
article-paragraph: The most noticeable feature in the supplementary opening of the Crystal Palace on Monday was the unexpected visit paid by her Majesty, who, accompanied by Prince Albert, the royal children, and a numerous retinue, arrived shortly before one o'clock, and continued till twelve, in close inspection of various departments. <box>408 122 533 171</box>
filler-paragraph: The proceedings were conducted in the most orderly manner, and the company separated at a late hour, highly gratified with the evening's entertainment. It was stated that the subscriptions already received were considerable, and that the committee would meet again on an early day to make the necessary arrangements. Several gentlemen addressed the meeting in support of the object, and the resolutions were carried unanimously amid loud cheers. The chairman having briefly acknowledged the vote of thanks, the meeting dissolved. <box>144 1901 268 1985</box>
filler-paragraph: The proceedings were conducted in the most orderly manner, and the company separated at a late hour, highly gratified with the evening's entertainment. It was stated that the subscriptions already received were considerable, and that the committee would meet again on an early day to make the necessary arrangements. Several gentlemen addressed the meeting in support of the object, and the resolutions were carried unanimously amid loud cheers. The chairman having briefly acknowledged the vote of thanks, the meeting dissolved. <box>13 1392 136 1476</box>
filler-paragraph: The proceedings were conducted in the most orderly manner, and the company separated at a late hour, highly gratified with the evening's entertainment. It was stated that the subscriptions already received were considerable, and that the committee would meet again on an early day to make the necessary arrangements. Several gentlemen addressed the meeting in support of the object, and the resolutions were carried unanimously amid loud cheers. The chairman having briefly acknowledged the vote of thanks, the meeting dissolved. <box>408 801 533 885</box>
filler-paragraph: The proceedings were conducted in the most orderly manner, and the company separated at a late hour, highly gratified with the evening's entertainment. It was stated that the subscriptions already received were considerable, and that the committee would meet again on an early day to make the necessary arrangements. Several gentlemen addressed the meeting in support of the object, and the resolutions were carried unanimously amid loud cheers. The chairman having briefly acknowledged the vote of thanks, the meeting dissolved. <box>13 2492 136 2576</box>
article-paragraph: Two novelties have been produced at once at this theatre. The first, called 'Dearer than Life,' is a very trifling affair. An old French lawyer, who objects to the marriage of his nephew with a general borrower of the lady wishes, is entrapped by a fascinating lady, who learns from him the particulars of a plot. <box>540 762 666 811</box>
article-heading: M. BONAPARTE IN A 'FIX.' <box>30 833 119 842</box>
filler-paragraph: The proceedings were conducted in the most orderly manner, and the company separated at a late hour, highly gratified with the evening's entertainment. It was stated that the subscriptions already received were considerable, and that the committee would meet again on an early day to make the necessary arrangements. Several gentlemen addressed the meeting in support of the object, and the resolutions were carried unanimously amid loud cheers. The chairman having briefly acknowledged the vote of thanks, the meeting dissolved. <box>674 583 841 646</box>
article-paragraph: Madame Vestris took her benefit on Monday night, and with it concluded a season which has been unexampled in prosperity. The house was crowded to suffocation, and Madame Vestris, who after a temporary absence from the stage, reappeared in her original character of King Charming, was applauded with enthusiasm. <box>540 533 666 582</box>
section-heading: Public Amusements. <box>550 488 657 521</box>
article-paragraph: The instructive and entertaining lectures, delivered by Dr. Bachhoffner and Mr. J. H. Pepper, on the deposits in the chest of all nations collected there, although the World's Fair has continued its attraction, have attracted many visitors. <box>540 1084 666 1119</box>
newspaper-title: THE NORTHERN STAR. <box>302 6 551 27</box>
article-paragraph: In the course of the vituperation which such miserable papers as the 'Times' heap on the English people, for the manner in which they are preparing to receive Kossuth, it is curious to observe how eager they are to discriminate, and cause them to behold not their usual forms of vilification and reproach, however inapplicable they may be. <box>13 130 136 187</box>
column-rule <box>404 39 405 1354</box>
article-paragraph: An Outlaw Tiger.—On Monday the Right Rev. Dr. Bright was proceeding from Lambeth to the railway station, when he discovered the fact. A tiger having escaped from its keepers in Cheshire, was traced and captured near the moor after an active search. <box>144 1689 268 1731</box>
filler-paragraph: The proceedings were conducted in the most orderly manner, and the company separated at a late hour, highly gratified with the evening's entertainment. It was stated that the subscriptions already received were considerable, and that the committee would meet again on an early day to make the necessary arrangements. Several gentlemen addressed the meeting in support of the object, and the resolutions were carried unanimously amid loud cheers. The chairman having briefly acknowledged the vote of thanks, the meeting dissolved. <box>674 742 841 805</box>
column-6 <box>674 39 841 1354</box>
filler-paragraph: The proceedings were conducted in the most orderly manner, and the company separated at a late hour, highly gratified with the evening's entertainment. It was stated that the subscriptions already received were considerable, and that the committee would meet again on an early day to make the necessary arrangements. Several gentlemen addressed the meeting in support of the object, and the resolutions were carried unanimously amid loud cheers. The chairman having briefly acknowledged the vote of thanks, the meeting dissolved. <box>540 1716 666 1800</box>
filler-paragraph: The proceedings were conducted in the most orderly manner, and the company separated at a late hour, highly gratified with the evening's entertainment. It was stated that the subscriptions already received were considerable, and that the committee would meet again on an early day to make the necessary arrangements. Several gentlemen addressed the meeting in support of the object, and the resolutions were carried unanimously amid loud cheers. The chairman having briefly acknowledged the vote of thanks, the meeting dissolved. <box>144 513 268 597</box>
column-rule <box>536 39 537 1354</box>
article-paragraph: Nothing new can be said upon that head, nor does the simulated enthusiasm in defence of popular rights impose upon any one. The real object is clearly seen through. If M. Bonaparte could have descended in any other quarter as many chances of getting a renewal of power, there would have been no reply to this appeal. <box>144 463 268 512</box>
article-subheading: "FIAT JUSTITIA." <box>315 73 361 80</box>
filler-paragraph: The proceedings were conducted in the most orderly manner, and the company separated at a late hour, highly gratified with the evening's entertainment. It was stated that the subscriptions already received were considerable, and that the committee would meet again on an early day to make the necessary arrangements. Several gentlemen addressed the meeting in support of the object, and the resolutions were carried unanimously amid loud cheers. The chairman having briefly acknowledged the vote of thanks, the meeting dissolved. <box>144 1056 268 1140</box>
filler-paragraph: The proceedings were conducted in the most orderly manner, and the company separated at a late hour, highly gratified with the evening's entertainment. It was stated that the subscriptions already received were considerable, and that the committee would meet again on an early day to make the necessary arrangements. Several gentlemen addressed the meeting in support of the object, and the resolutions were carried unanimously amid loud cheers. The chairman having briefly acknowledged the vote of thanks, the meeting dissolved. <box>408 1273 533 1357</box>
filler-paragraph: The proceedings were conducted in the most orderly manner, and the company separated at a late hour, highly gratified with the evening's entertainment. It was stated that the subscriptions already received were considerable, and that the committee would meet again on an early day to make the necessary arrangements. Several gentlemen addressed the meeting in support of the object, and the resolutions were carried unanimously amid loud cheers. The chairman having briefly acknowledged the vote of thanks, the meeting dissolved. <box>13 1815 136 1899</box>
article-paragraph: A dispute has existed for some time in this trade, because the employers of Walsall were not paying the same price as the employers in Birmingham, and a threatened reduction was offered in one town if the prices were not equalised in the other. The result was, the men generally gave notice to leave; but a Mr. Baldwin thought it prudent, and perhaps necessary, to discharge his own men. <box>275 644 400 707</box>
article-paragraph: The work of removal has set in at the Crystal Palace with an energy and rapidity which exceeds all expectation. Fifteen exit doors are open for the departure of goods, and in the British department alone has already been an immense and very perceptible clearance effected. <box>540 271 666 314</box>
filler-paragraph: The proceedings were conducted in the most orderly manner, and the company separated at a late hour, highly gratified with the evening's entertainment. It was stated that the subscriptions already received were considerable, and that the committee would meet again on an early day to make the necessary arrangements. Several gentlemen addressed the meeting in support of the object, and the resolutions were carried unanimously amid loud cheers. The chairman having briefly acknowledged the vote of thanks, the meeting dissolved. <box>408 1472 533 1556</box>
filler-paragraph: The proceedings were conducted in the most orderly manner, and the company separated at a late hour, highly gratified with the evening's entertainment. It was stated that the subscriptions already received were considerable, and that the committee would meet again on an early day to make the necessary arrangements. Several gentlemen addressed the meeting in support of the object, and the resolutions were carried unanimously amid loud cheers. The chairman having briefly acknowledged the vote of thanks, the meeting dissolved. <box>540 667 666 751</box>
signature: W. Pickering, J. Humphrey Clarke, Hughes Macnamara. <box>294 379 400 393</box>
filler-paragraph: The proceedings were conducted in the most orderly manner, and the company separated at a late hour, highly gratified with the evening's entertainment. It was stated that the subscriptions already received were considerable, and that the committee would meet again on an early day to make the necessary arrangements. Several gentlemen addressed the meeting in support of the object, and the resolutions were carried unanimously amid loud cheers. The chairman having briefly acknowledged the vote of thanks, the meeting dissolved. <box>144 972 268 1056</box>
filler-paragraph: The proceedings were conducted in the most orderly manner, and the company separated at a late hour, highly gratified with the evening's entertainment. It was stated that the subscriptions already received were considerable, and that the committee would meet again on an early day to make the necessary arrangements. Several gentlemen addressed the meeting in support of the object, and the resolutions were carried unanimously amid loud cheers. The chairman having briefly acknowledged the vote of thanks, the meeting dissolved. <box>408 1592 533 1676</box>
article-heading: PROSECUTION AGAINST THE LAW-SALL SADDLERS. <box>277 619 398 635</box>
article-paragraph: Bradford Election.—The writ for the election of a member of this borough, in the place of the late William Busfeild, Esq., is now in the hands of the mayor of the borough, and as no meeting is drawn from it, the candidates for the representation are now canvassing. <box>275 1166 400 1209</box>
filler-paragraph: The proceedings were conducted in the most orderly manner, and the company separated at a late hour, highly gratified with the evening's entertainment. It was stated that the subscriptions already received were considerable, and that the committee would meet again on an early day to make the necessary arrangements. Several gentlemen addressed the meeting in support of the object, and the resolutions were carried unanimously amid loud cheers. The chairman having briefly acknowledged the vote of thanks, the meeting dissolved. <box>144 802 268 886</box>
filler-paragraph: The proceedings were conducted in the most orderly manner, and the company separated at a late hour, highly gratified with the evening's entertainment. It was stated that the subscriptions already received were considerable, and that the committee would meet again on an early day to make the necessary arrangements. Several gentlemen addressed the meeting in support of the object, and the resolutions were carried unanimously amid loud cheers. The chairman having briefly acknowledged the vote of thanks, the meeting dissolved. <box>408 383 533 467</box>
filler-paragraph: The proceedings were conducted in the most orderly manner, and the company separated at a late hour, highly gratified with the evening's entertainment. It was stated that the subscriptions already received were considerable, and that the committee would meet again on an early day to make the necessary arrangements. Several gentlemen addressed the meeting in support of the object, and the resolutions were carried unanimously amid loud cheers. The chairman having briefly acknowledged the vote of thanks, the meeting dissolved. <box>13 1223 136 1307</box>
filler-paragraph: The proceedings were conducted in the most orderly manner, and the company separated at a late hour, highly gratified with the evening's entertainment. It was stated that the subscriptions already received were considerable, and that the committee would meet again on an early day to make the necessary arrangements. Several gentlemen addressed the meeting in support of the object, and the resolutions were carried unanimously amid loud cheers. The chairman having briefly acknowledged the vote of thanks, the meeting dissolved. <box>13 2323 136 2407</box>
filler-paragraph: The proceedings were conducted in the most orderly manner, and the company separated at a late hour, highly gratified with the evening's entertainment. It was stated that the subscriptions already received were considerable, and that the committee would meet again on an early day to make the necessary arrangements. Several gentlemen addressed the meeting in support of the object, and the resolutions were carried unanimously amid loud cheers. The chairman having briefly acknowledged the vote of thanks, the meeting dissolved. <box>144 1816 268 1900</box>
filler-paragraph: The proceedings were conducted in the most orderly manner, and the company separated at a late hour, highly gratified with the evening's entertainment. It was stated that the subscriptions already received were considerable, and that the committee would meet again on an early day to make the necessary arrangements. Several gentlemen addressed the meeting in support of the object, and the resolutions were carried unanimously amid loud cheers. The chairman having briefly acknowledged the vote of thanks, the meeting dissolved. <box>540 1433 666 1517</box>
filler-paragraph: The proceedings were conducted in the most orderly manner, and the company separated at a late hour, highly gratified with the evening's entertainment. It was stated that the subscriptions already received were considerable, and that the committee would meet again on an early day to make the necessary arrangements. Several gentlemen addressed the meeting in support of the object, and the resolutions were carried unanimously amid loud cheers. The chairman having briefly acknowledged the vote of thanks, the meeting dissolved. <box>144 597 268 681</box>
article-heading: LATEST FOREIGN NEWS. <box>714 291 801 299</box>
filler-paragraph: The proceedings were conducted in the most orderly manner, and the company separated at a late hour, highly gratified with the evening's entertainment. It was stated that the subscriptions already received were considerable, and that the committee would meet again on an early day to make the necessary arrangements. Several gentlemen addressed the meeting in support of the object, and the resolutions were carried unanimously amid loud cheers. The chairman having briefly acknowledged the vote of thanks, the meeting dissolved. <box>540 103 666 187</box>
article-heading: NATIONAL ASSOCIATION OF UNITED TRADES. <box>288 42 387 57</box>
article-paragraph: On the 9th inst. the discussion was terminated by adopting a resolution to the effect that the burghers of Berne should not be excluded from the commission of investigation. The debate lasted from eight o'clock in the morning to midnight, and was exceedingly animated. <box>674 309 841 344</box>
filler-paragraph: The proceedings were conducted in the most orderly manner, and the company separated at a late hour, highly gratified with the evening's entertainment. It was stated that the subscriptions already received were considerable, and that the committee would meet again on an early day to make the necessary arrangements. Several gentlemen addressed the meeting in support of the object, and the resolutions were carried unanimously amid loud cheers. The chairman having briefly acknowledged the vote of thanks, the meeting dissolved. <box>13 1730 136 1815</box>
filler-paragraph: The proceedings were conducted in the most orderly manner, and the company separated at a late hour, highly gratified with the evening's entertainment. It was stated that the subscriptions already received were considerable, and that the committee would meet again on an early day to make the necessary arrangements. Several gentlemen addressed the meeting in support of the object, and the resolutions were carried unanimously amid loud cheers. The chairman having briefly acknowledged the vote of thanks, the meeting dissolved. <box>13 1477 136 1561</box>
filler-paragraph: The proceedings were conducted in the most orderly manner, and the company separated at a late hour, highly gratified with the evening's entertainment. It was stated that the subscriptions already received were considerable, and that the committee would meet again on an early day to make the necessary arrangements. Several gentlemen addressed the meeting in support of the object, and the resolutions were carried unanimously amid loud cheers. The chairman having briefly acknowledged the vote of thanks, the meeting dissolved. <box>275 1450 400 1534</box>
article-subheading: NATIONAL CHARTER FUND. <box>168 1423 244 1430</box>
article-paragraph: A Committee on the Late Arctic Reports.—A committee is being formed by the Admiralty, of which, it is said, Admiral Bowles, C.B., M.P., will most probably be the chairman, to consider the reports of the respective commanders of the Arctic searching expeditions, and to report what, upon a simple and careful investigation of the facts laid before them, further it may be advisable to take. <box>674 982 841 1031</box>
column-2 <box>144 39 268 2155</box>
column-rule <box>271 39 272 1354</box>
filler-paragraph: The proceedings were conducted in the most orderly manner, and the company separated at a late hour, highly gratified with the evening's entertainment. It was stated that the subscriptions already received were considerable, and that the committee would meet again on an early day to make the necessary arrangements. Several gentlemen addressed the meeting in support of the object, and the resolutions were carried unanimously amid loud cheers. The chairman having briefly acknowledged the vote of thanks, the meeting dissolved. <box>13 1561 136 1645</box>
article-paragraph: Besides, why should any of the enemies of French liberty support a man who has first betrayed them? The proposal to repeal the disfranchising Act will, however, tell powerfully in favour of the popular cause. <box>144 767 268 802</box>
filler-paragraph: The proceedings were conducted in the most orderly manner, and the company separated at a late hour, highly gratified with the evening's entertainment. It was stated that the subscriptions already received were considerable, and that the committee would meet again on an early day to make the necessary arrangements. Several gentlemen addressed the meeting in support of the object, and the resolutions were carried unanimously amid loud cheers. The chairman having briefly acknowledged the vote of thanks, the meeting dissolved. <box>408 716 533 800</box>
filler-paragraph: The proceedings were conducted in the most orderly manner, and the company separated at a late hour, highly gratified with the evening's entertainment. It was stated that the subscriptions already received were considerable, and that the committee would meet again on an early day to make the necessary arrangements. Several gentlemen addressed the meeting in support of the object, and the resolutions were carried unanimously amid loud cheers. The chairman having briefly acknowledged the vote of thanks, the meeting dissolved. <box>144 1310 268 1394</box>
article-paragraph: jewellery. The external aspect of the majestic building in Hyde Park presented to view the usual scene of the hectic occasionally witnessed at the goods' station of a railway. Platforms had been placed at all the entrances, while at the western and eastern ends of the building cranes and other apparatus were in the course of erection to facilitate the removal of the heavier description of objects that have been exhibited. <box>540 39 666 102</box>
filler-paragraph: The proceedings were conducted in the most orderly manner, and the company separated at a late hour, highly gratified with the evening's entertainment. It was stated that the subscriptions already received were considerable, and that the committee would meet again on an early day to make the necessary arrangements. Several gentlemen addressed the meeting in support of the object, and the resolutions were carried unanimously amid loud cheers. The chairman having briefly acknowledged the vote of thanks, the meeting dissolved. <box>13 905 136 989</box>
article-subheading: AUSTRIA. <box>742 712 773 719</box>
signature: I am, &c., Thomas Winters. 259, Tottenham Court-road, Oct. 15. <box>275 600 400 614</box>
filler-paragraph: The proceedings were conducted in the most orderly manner, and the company separated at a late hour, highly gratified with the evening's entertainment. It was stated that the subscriptions already received were considerable, and that the committee would meet again on an early day to make the necessary arrangements. Several gentlemen addressed the meeting in support of the object, and the resolutions were carried unanimously amid loud cheers. The chairman having briefly acknowledged the vote of thanks, the meeting dissolved. <box>408 171 533 255</box>
filler-paragraph: The proceedings were conducted in the most orderly manner, and the company separated at a late hour, highly gratified with the evening's entertainment. It was stated that the subscriptions already received were considerable, and that the committee would meet again on an early day to make the necessary arrangements. Several gentlemen addressed the meeting in support of the object, and the resolutions were carried unanimously amid loud cheers. The chairman having briefly acknowledged the vote of thanks, the meeting dissolved. <box>540 1119 666 1203</box>
filler-paragraph: The proceedings were conducted in the most orderly manner, and the company separated at a late hour, highly gratified with the evening's entertainment. It was stated that the subscriptions already received were considerable, and that the committee would meet again on an early day to make the necessary arrangements. Several gentlemen addressed the meeting in support of the object, and the resolutions were carried unanimously amid loud cheers. The chairman having briefly acknowledged the vote of thanks, the meeting dissolved. <box>13 1308 136 1392</box>
filler-paragraph: The proceedings were conducted in the most orderly manner, and the company separated at a late hour, highly gratified with the evening's entertainment. It was stated that the subscriptions already received were considerable, and that the committee would meet again on an early day to make the necessary arrangements. Several gentlemen addressed the meeting in support of the object, and the resolutions were carried unanimously amid loud cheers. The chairman having briefly acknowledged the vote of thanks, the meeting dissolved. <box>13 406 136 490</box>
filler-paragraph: The proceedings were conducted in the most orderly manner, and the company separated at a late hour, highly gratified with the evening's entertainment. It was stated that the subscriptions already received were considerable, and that the committee would meet again on an early day to make the necessary arrangements. Several gentlemen addressed the meeting in support of the object, and the resolutions were carried unanimously amid loud cheers. The chairman having briefly acknowledged the vote of thanks, the meeting dissolved. <box>275 792 400 876</box>
filler-paragraph: The proceedings were conducted in the most orderly manner, and the company separated at a late hour, highly gratified with the evening's entertainment. It was stated that the subscriptions already received were considerable, and that the committee would meet again on an early day to make the necessary arrangements. Several gentlemen addressed the meeting in support of the object, and the resolutions were carried unanimously amid loud cheers. The chairman having briefly acknowledged the vote of thanks, the meeting dissolved. <box>540 399 666 483</box>
article-paragraph: Case of Poisoning at Bath.—Great interest has been excited in this city in consequence of a charge of murder against a person named Smith, a schoolmaster and chemist's assistant. It appears that the deceased, a young woman, died under suspicious circumstances. <box>144 1477 268 1519</box>
filler-paragraph: The proceedings were conducted in the most orderly manner, and the company separated at a late hour, highly gratified with the evening's entertainment. It was stated that the subscriptions already received were considerable, and that the committee would meet again on an early day to make the necessary arrangements. Several gentlemen addressed the meeting in support of the object, and the resolutions were carried unanimously amid loud cheers. The chairman having briefly acknowledged the vote of thanks, the meeting dissolved. <box>275 174 400 258</box>
article-paragraph: Death by a Belief.—Samuel Smith, an officer of the County of Salford, was sent with other officers to keep the crowd out of the Pendleton churchyard, and was afterwards found dead. <box>275 1337 400 1366</box>
filler-paragraph: The proceedings were conducted in the most orderly manner, and the company separated at a late hour, highly gratified with the evening's entertainment. It was stated that the subscriptions already received were considerable, and that the committee would meet again on an early day to make the necessary arrangements. Several gentlemen addressed the meeting in support of the object, and the resolutions were carried unanimously amid loud cheers. The chairman having briefly acknowledged the vote of thanks, the meeting dissolved. <box>144 682 268 766</box>
article-paragraph: Accident on the London and North-Western Railway.—Yesterday, Thursday—The malleable iron locomotive which draws the train that leaves Liverpool, ran off the rails near the Camden station, and several carriages were damaged, though fortunately no lives were lost. <box>275 1210 400 1252</box>
page-number: 5 <box>829 10 835 24</box>
filler-paragraph: The proceedings were conducted in the most orderly manner, and the company separated at a late hour, highly gratified with the evening's entertainment. It was stated that the subscriptions already received were considerable, and that the committee would meet again on an early day to make the necessary arrangements. Several gentlemen addressed the meeting in support of the object, and the resolutions were carried unanimously amid loud cheers. The chairman having briefly acknowledged the vote of thanks, the meeting dissolved. <box>540 1631 666 1715</box>
filler-paragraph: The proceedings were conducted in the most orderly manner, and the company separated at a late hour, highly gratified with the evening's entertainment. It was stated that the subscriptions already received were considerable, and that the committee would meet again on an early day to make the necessary arrangements. Several gentlemen addressed the meeting in support of the object, and the resolutions were carried unanimously amid loud cheers. The chairman having briefly acknowledged the vote of thanks, the meeting dissolved. <box>540 583 666 667</box>
article-subheading: BALDWIN v. LAWTON. <box>308 636 367 643</box>
filler-paragraph: The proceedings were conducted in the most orderly manner, and the company separated at a late hour, highly gratified with the evening's entertainment. It was stated that the subscriptions already received were considerable, and that the committee would meet again on an early day to make the necessary arrangements. Several gentlemen addressed the meeting in support of the object, and the resolutions were carried unanimously amid loud cheers. The chairman having briefly acknowledged the vote of thanks, the meeting dissolved. <box>408 1105 533 1189</box>
filler-paragraph: The proceedings were conducted in the most orderly manner, and the company separated at a late hour, highly gratified with the evening's entertainment. It was stated that the subscriptions already received were considerable, and that the committee would meet again on an early day to make the necessary arrangements. Several gentlemen addressed the meeting in support of the object, and the resolutions were carried unanimously amid loud cheers. The chairman having briefly acknowledged the vote of thanks, the meeting dissolved. <box>275 707 400 791</box>
